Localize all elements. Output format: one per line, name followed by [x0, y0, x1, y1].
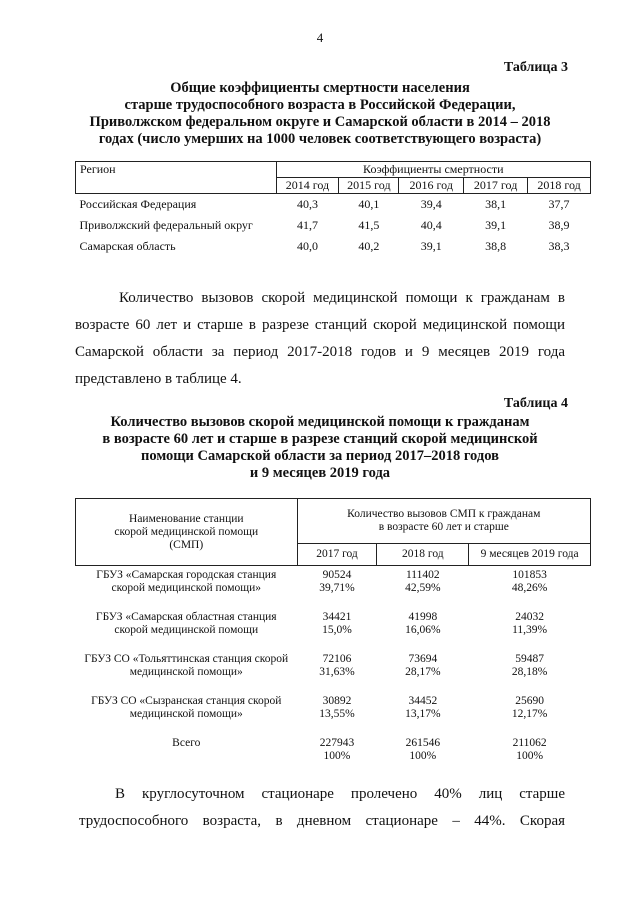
calls-cell [469, 694, 591, 736]
station-name-line: скорой медицинской помощи» [111, 582, 261, 594]
mortality-group-header: Коэффициенты смертности [276, 162, 590, 178]
mortality-value: 39,4 [420, 197, 442, 211]
calls-share: 15,0% [322, 624, 352, 636]
paragraph-line: трудоспособного возраста, в дневном стационаре – 44%. Скорая [79, 813, 565, 829]
table-row [76, 694, 591, 736]
paragraph-line: возрасте 60 лет и старше в разрезе станций скорой медицинской помощи [75, 317, 565, 333]
table-row [76, 610, 591, 652]
region-name: Российская Федерация [79, 197, 197, 211]
table4-title-line: Количество вызовов скорой медицинской помощи к гражданам [110, 414, 530, 430]
mortality-value: 40,3 [296, 197, 318, 211]
mortality-value: 38,8 [485, 239, 507, 253]
mortality-value: 38,3 [548, 239, 570, 253]
period-header: 2018 год [377, 544, 469, 566]
mortality-value: 40,1 [358, 197, 380, 211]
region-header: Регион [76, 162, 277, 194]
paragraph-hospital [79, 781, 565, 835]
station-header-line: (СМП) [169, 538, 204, 551]
calls-cell [297, 610, 377, 652]
calls-count: 41998 [408, 611, 438, 623]
year-header: 2015 год [339, 178, 399, 194]
station-name [76, 610, 298, 652]
table4-label: Таблица 4 [503, 396, 568, 411]
page-number: 4 [316, 30, 324, 45]
table-row [76, 566, 591, 611]
station-name-line: ГБУЗ «Самарская городская станция [96, 569, 277, 581]
mortality-value: 38,1 [485, 197, 507, 211]
calls-share: 100% [516, 750, 544, 762]
table4-title-line: помощи Самарской области за период 2017–2018 годов [141, 448, 499, 464]
calls-share: 100% [323, 750, 351, 762]
station-name-line: медицинской помощи» [129, 708, 243, 720]
calls-share: 13,55% [319, 708, 355, 720]
period-header: 9 месяцев 2019 года [469, 544, 591, 566]
calls-count: 72106 [322, 653, 352, 665]
calls-cell [469, 566, 591, 611]
mortality-value: 37,7 [548, 197, 570, 211]
calls-group-header-line: в возрасте 60 лет и старше [378, 521, 509, 533]
table-row [76, 652, 591, 694]
region-name: Приволжский федеральный округ [79, 218, 253, 232]
mortality-value: 39,1 [485, 218, 507, 232]
calls-count: 34421 [322, 611, 352, 623]
calls-cell [377, 566, 469, 611]
calls-cell [377, 694, 469, 736]
table-row [76, 194, 591, 216]
table3-title-line: Общие коэффициенты смертности населения [170, 80, 470, 96]
paragraph-line: представлено в таблице 4. [75, 371, 242, 387]
station-name [76, 566, 298, 611]
calls-cell [377, 652, 469, 694]
period-header: 2017 год [297, 544, 377, 566]
station-name-line: медицинской помощи» [129, 666, 243, 678]
calls-share: 28,18% [511, 666, 548, 678]
year-header: 2014 год [276, 178, 339, 194]
station-name-line: ГБУЗ СО «Сызранская станция скорой [91, 695, 282, 707]
calls-cell [469, 736, 591, 770]
calls-count: 24032 [515, 611, 544, 623]
calls-share: 31,63% [319, 666, 355, 678]
paragraph-line: Самарской области за период 2017-2018 годов и 9 месяцев 2019 года [75, 344, 565, 360]
calls-count: 261546 [405, 737, 441, 749]
calls-cell [297, 736, 377, 770]
calls-share: 11,39% [512, 624, 548, 636]
calls-share: 13,17% [405, 708, 441, 720]
mortality-table [75, 161, 591, 257]
mortality-value: 40,2 [358, 239, 380, 253]
station-name-line: ГБУЗ СО «Тольяттинская станция скорой [84, 653, 289, 665]
station-header [76, 499, 298, 566]
ambulance-calls-table [75, 498, 591, 770]
calls-count: 211062 [512, 737, 547, 749]
mortality-value: 41,7 [296, 218, 318, 232]
table-row [76, 215, 591, 236]
calls-cell [297, 652, 377, 694]
paragraph-line: Количество вызовов скорой медицинской помощи к гражданам в [119, 290, 565, 306]
paragraph-line: В круглосуточном стационаре пролечено 40% лиц старше [115, 786, 565, 802]
table4-title-line: и 9 месяцев 2019 года [249, 465, 391, 481]
calls-share: 16,06% [405, 624, 441, 636]
table4-title [60, 414, 580, 482]
calls-share: 48,26% [511, 582, 548, 594]
table-row [76, 236, 591, 257]
calls-count: 227943 [319, 737, 355, 749]
calls-cell [297, 566, 377, 611]
calls-count: 111402 [405, 569, 440, 581]
calls-cell [297, 694, 377, 736]
table3-title [60, 80, 580, 148]
calls-count: 73694 [408, 653, 438, 665]
station-header-line: Наименование станции [129, 512, 244, 525]
year-header: 2016 год [399, 178, 464, 194]
station-header-line: скорой медицинской помощи [114, 525, 259, 538]
mortality-value: 41,5 [358, 218, 380, 232]
year-header: 2017 год [464, 178, 528, 194]
calls-count: 25690 [515, 695, 544, 707]
station-name [76, 652, 298, 694]
station-name-line: ГБУЗ «Самарская областная станция [95, 611, 277, 623]
calls-share: 12,17% [511, 708, 548, 720]
mortality-value: 40,0 [296, 239, 318, 253]
station-name-line: Всего [172, 737, 201, 749]
calls-count: 30892 [322, 695, 352, 707]
calls-share: 39,71% [319, 582, 355, 594]
calls-cell [377, 610, 469, 652]
table-row-total [76, 736, 591, 770]
station-name [76, 694, 298, 736]
year-header: 2018 год [528, 178, 591, 194]
mortality-value: 39,1 [420, 239, 442, 253]
calls-count: 101853 [512, 569, 547, 581]
paragraph-ambulance-intro [75, 285, 565, 393]
calls-count: 90524 [322, 569, 352, 581]
calls-cell [377, 736, 469, 770]
calls-share: 28,17% [405, 666, 441, 678]
table3-title-line: Приволжском федеральном округе и Самарской области в 2014 – 2018 [89, 114, 551, 130]
mortality-value: 40,4 [420, 218, 442, 232]
calls-cell [469, 652, 591, 694]
table3-title-line: старше трудоспособного возраста в Российской Федерации, [124, 97, 516, 113]
calls-group-header-line: Количество вызовов СМП к гражданам [347, 508, 541, 520]
region-name: Самарская область [79, 239, 176, 253]
calls-group-header [297, 499, 590, 544]
calls-count: 59487 [515, 653, 544, 665]
station-name [76, 736, 298, 770]
table3-title-line: годах (число умерших на 1000 человек соответствующего возраста) [98, 131, 542, 147]
station-name-line: скорой медицинской помощи [114, 624, 259, 636]
table4-title-line: в возрасте 60 лет и старше в разрезе станций скорой медицинской [102, 431, 538, 447]
calls-share: 100% [409, 750, 437, 762]
calls-cell [469, 610, 591, 652]
calls-count: 34452 [408, 695, 438, 707]
table3-label: Таблица 3 [503, 60, 568, 75]
calls-share: 42,59% [405, 582, 441, 594]
mortality-value: 38,9 [548, 218, 570, 232]
